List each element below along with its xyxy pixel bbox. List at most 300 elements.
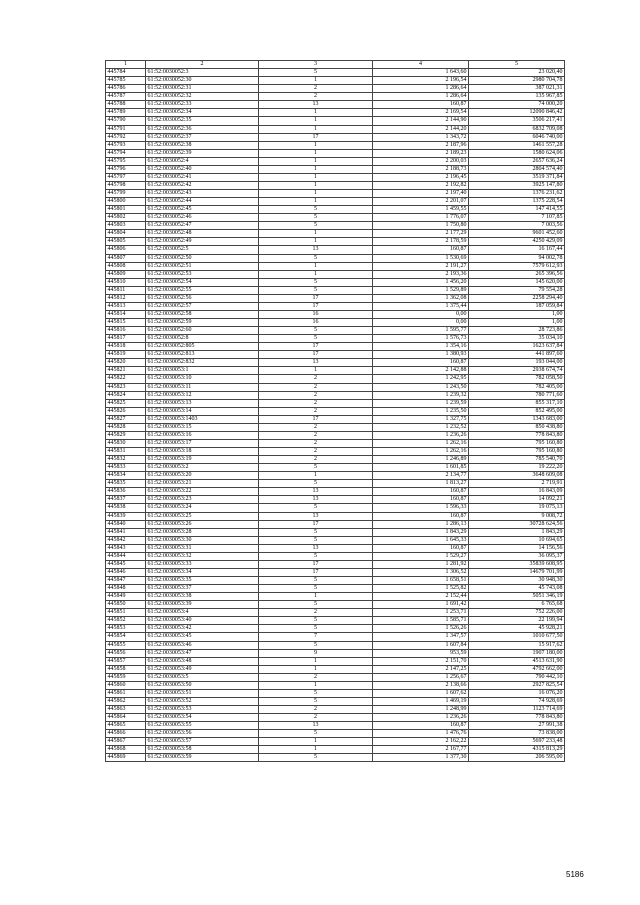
value-cell: 6 765,68	[469, 601, 565, 609]
data-table	[105, 60, 565, 762]
row-number-cell: 445786	[106, 85, 146, 93]
table-row	[106, 464, 565, 472]
table-row	[106, 117, 565, 125]
table-row	[106, 286, 565, 294]
cadastral-number-cell: 61:52:0030052:47	[146, 222, 259, 230]
row-number-cell: 445854	[106, 633, 146, 641]
cadastral-number-cell: 61:52:0030053:58	[146, 746, 259, 754]
row-number-cell: 445819	[106, 351, 146, 359]
category-cell: 5	[259, 214, 373, 222]
table-row	[106, 302, 565, 310]
column-header-3: 3	[259, 61, 373, 69]
category-cell: 17	[259, 133, 373, 141]
rate-cell: 1 306,52	[373, 568, 469, 576]
rate-cell: 1 239,32	[373, 391, 469, 399]
cadastral-number-cell: 61:52:0030053:21	[146, 480, 259, 488]
value-cell: 7 107,85	[469, 214, 565, 222]
cadastral-number-cell: 61:52:0030052:3	[146, 69, 259, 77]
row-number-cell: 445843	[106, 544, 146, 552]
value-cell: 4792 662,00	[469, 665, 565, 673]
rate-cell: 2 144,20	[373, 125, 469, 133]
value-cell: 1580 624,06	[469, 149, 565, 157]
row-number-cell: 445817	[106, 335, 146, 343]
rate-cell: 1 529,27	[373, 552, 469, 560]
row-number-cell: 445842	[106, 536, 146, 544]
table-row	[106, 294, 565, 302]
category-cell: 1	[259, 165, 373, 173]
table-row	[106, 238, 565, 246]
category-cell: 1	[259, 181, 373, 189]
rate-cell: 2 188,73	[373, 165, 469, 173]
column-header-2: 2	[146, 61, 259, 69]
table-row	[106, 157, 565, 165]
rate-cell: 1 645,33	[373, 536, 469, 544]
value-cell: 3648 609,08	[469, 472, 565, 480]
category-cell: 2	[259, 93, 373, 101]
rate-cell: 1 530,69	[373, 254, 469, 262]
table-body	[106, 69, 565, 762]
table-row	[106, 649, 565, 657]
rate-cell: 2 196,54	[373, 77, 469, 85]
value-cell: 1623 637,84	[469, 343, 565, 351]
value-cell: 778 843,80	[469, 714, 565, 722]
rate-cell: 2 144,90	[373, 117, 469, 125]
cadastral-number-cell: 61:52:0030052:32	[146, 93, 259, 101]
category-cell: 1	[259, 472, 373, 480]
cadastral-number-cell: 61:52:0030053:25	[146, 512, 259, 520]
category-cell: 5	[259, 206, 373, 214]
table-row	[106, 149, 565, 157]
table-row	[106, 585, 565, 593]
category-cell: 2	[259, 391, 373, 399]
rate-cell: 1 596,33	[373, 504, 469, 512]
cadastral-number-cell: 61:52:0030053:10	[146, 375, 259, 383]
category-cell: 5	[259, 335, 373, 343]
value-cell: 206 595,00	[469, 754, 565, 762]
rate-cell: 1 235,50	[373, 407, 469, 415]
category-cell: 13	[259, 496, 373, 504]
value-cell: 14679 701,99	[469, 568, 565, 576]
table-row	[106, 173, 565, 181]
table-row	[106, 488, 565, 496]
category-cell: 1	[259, 190, 373, 198]
cadastral-number-cell: 61:52:0030053:24	[146, 504, 259, 512]
value-cell: 1,00	[469, 319, 565, 327]
rate-cell: 1 776,07	[373, 214, 469, 222]
row-number-cell: 445858	[106, 665, 146, 673]
value-cell: 795 160,80	[469, 439, 565, 447]
value-cell: 73 838,00	[469, 730, 565, 738]
table-row	[106, 722, 565, 730]
row-number-cell: 445834	[106, 472, 146, 480]
rate-cell: 1 377,30	[373, 754, 469, 762]
value-cell: 35839 608,95	[469, 560, 565, 568]
category-cell: 5	[259, 754, 373, 762]
table-row	[106, 141, 565, 149]
rate-cell: 1 843,29	[373, 528, 469, 536]
rate-cell: 2 201,07	[373, 198, 469, 206]
rate-cell: 2 162,22	[373, 738, 469, 746]
rate-cell: 1 595,77	[373, 327, 469, 335]
value-cell: 7579 612,93	[469, 262, 565, 270]
cadastral-number-cell: 61:52:0030052:51	[146, 262, 259, 270]
value-cell: 187 059,84	[469, 302, 565, 310]
table-row	[106, 544, 565, 552]
category-cell: 5	[259, 254, 373, 262]
row-number-cell: 445814	[106, 310, 146, 318]
table-row	[106, 472, 565, 480]
rate-cell: 1 469,19	[373, 697, 469, 705]
value-cell: 1343 683,00	[469, 415, 565, 423]
table-row	[106, 448, 565, 456]
table-row	[106, 681, 565, 689]
value-cell: 193 044,00	[469, 359, 565, 367]
table-row	[106, 133, 565, 141]
category-cell: 1	[259, 593, 373, 601]
table-row	[106, 367, 565, 375]
cadastral-number-cell: 61:52:0030053:15	[146, 423, 259, 431]
table-row	[106, 359, 565, 367]
category-cell: 5	[259, 536, 373, 544]
category-cell: 13	[259, 488, 373, 496]
category-cell: 16	[259, 310, 373, 318]
cadastral-number-cell: 61:52:0030053:2	[146, 464, 259, 472]
cadastral-number-cell: 61:52:0030052:39	[146, 149, 259, 157]
row-number-cell: 445826	[106, 407, 146, 415]
category-cell: 5	[259, 617, 373, 625]
rate-cell: 1 362,08	[373, 294, 469, 302]
category-cell: 1	[259, 238, 373, 246]
rate-cell: 160,87	[373, 246, 469, 254]
category-cell: 5	[259, 222, 373, 230]
cadastral-number-cell: 61:52:0030053:20	[146, 472, 259, 480]
column-header-4: 4	[373, 61, 469, 69]
row-number-cell: 445822	[106, 375, 146, 383]
value-cell: 145 620,00	[469, 278, 565, 286]
cadastral-number-cell: 61:52:0030053:37	[146, 585, 259, 593]
rate-cell: 1 456,20	[373, 278, 469, 286]
category-cell: 2	[259, 399, 373, 407]
cadastral-number-cell: 61:52:0030053:1403	[146, 415, 259, 423]
rate-cell: 160,87	[373, 488, 469, 496]
category-cell: 17	[259, 415, 373, 423]
rate-cell: 1 236,26	[373, 714, 469, 722]
table-row	[106, 335, 565, 343]
value-cell: 16 076,20	[469, 689, 565, 697]
cadastral-number-cell: 61:52:0030052:35	[146, 117, 259, 125]
value-cell: 7 003,56	[469, 222, 565, 230]
row-number-cell: 445845	[106, 560, 146, 568]
row-number-cell: 445841	[106, 528, 146, 536]
rate-cell: 1 281,92	[373, 560, 469, 568]
row-number-cell: 445788	[106, 101, 146, 109]
value-cell: 387 021,31	[469, 85, 565, 93]
value-cell: 74 928,69	[469, 697, 565, 705]
rate-cell: 2 189,23	[373, 149, 469, 157]
value-cell: 850 438,80	[469, 423, 565, 431]
value-cell: 15 917,62	[469, 641, 565, 649]
cadastral-number-cell: 61:52:0030053:18	[146, 448, 259, 456]
row-number-cell: 445836	[106, 488, 146, 496]
table-row	[106, 665, 565, 673]
row-number-cell: 445785	[106, 77, 146, 85]
cadastral-number-cell: 61:52:0030053:56	[146, 730, 259, 738]
table-row	[106, 77, 565, 85]
rate-cell: 1 601,85	[373, 464, 469, 472]
rate-cell: 2 138,66	[373, 681, 469, 689]
cadastral-number-cell: 61:52:0030052:37	[146, 133, 259, 141]
category-cell: 2	[259, 448, 373, 456]
value-cell: 2980 704,78	[469, 77, 565, 85]
value-cell: 1010 677,50	[469, 633, 565, 641]
value-cell: 852 495,00	[469, 407, 565, 415]
table-row	[106, 423, 565, 431]
cadastral-number-cell: 61:52:0030053:12	[146, 391, 259, 399]
rate-cell: 1 526,26	[373, 625, 469, 633]
value-cell: 1,00	[469, 310, 565, 318]
rate-cell: 2 187,96	[373, 141, 469, 149]
row-number-cell: 445801	[106, 206, 146, 214]
row-number-cell: 445805	[106, 238, 146, 246]
table-row	[106, 431, 565, 439]
cadastral-number-cell: 61:52:0030052:30	[146, 77, 259, 85]
table-row	[106, 625, 565, 633]
row-number-cell: 445866	[106, 730, 146, 738]
cadastral-number-cell: 61:52:0030052:45	[146, 206, 259, 214]
category-cell: 5	[259, 528, 373, 536]
category-cell: 5	[259, 697, 373, 705]
table-row	[106, 343, 565, 351]
category-cell: 13	[259, 722, 373, 730]
value-cell: 265 396,56	[469, 270, 565, 278]
rate-cell: 1 347,57	[373, 633, 469, 641]
table-row	[106, 310, 565, 318]
value-cell: 1461 557,28	[469, 141, 565, 149]
category-cell: 13	[259, 512, 373, 520]
value-cell: 3519 371,84	[469, 173, 565, 181]
category-cell: 17	[259, 560, 373, 568]
category-cell: 1	[259, 270, 373, 278]
cadastral-number-cell: 61:52:0030053:17	[146, 439, 259, 447]
category-cell: 1	[259, 262, 373, 270]
table-row	[106, 165, 565, 173]
value-cell: 14 156,56	[469, 544, 565, 552]
cadastral-number-cell: 61:52:0030052:805	[146, 343, 259, 351]
category-cell: 2	[259, 85, 373, 93]
value-cell: 2927 825,54	[469, 681, 565, 689]
value-cell: 22 199,94	[469, 617, 565, 625]
cadastral-number-cell: 61:52:0030053:13	[146, 399, 259, 407]
rate-cell: 1 476,76	[373, 730, 469, 738]
table-row	[106, 222, 565, 230]
row-number-cell: 445820	[106, 359, 146, 367]
cadastral-number-cell: 61:52:0030052:58	[146, 310, 259, 318]
row-number-cell: 445861	[106, 689, 146, 697]
category-cell: 2	[259, 375, 373, 383]
table-row	[106, 689, 565, 697]
row-number-cell: 445797	[106, 173, 146, 181]
cadastral-number-cell: 61:52:0030053:33	[146, 560, 259, 568]
table-row	[106, 262, 565, 270]
row-number-cell: 445821	[106, 367, 146, 375]
category-cell: 7	[259, 633, 373, 641]
value-cell: 2 719,91	[469, 480, 565, 488]
value-cell: 1376 231,62	[469, 190, 565, 198]
rate-cell: 1 380,93	[373, 351, 469, 359]
table-row	[106, 738, 565, 746]
row-number-cell: 445793	[106, 141, 146, 149]
row-number-cell: 445791	[106, 125, 146, 133]
row-number-cell: 445837	[106, 496, 146, 504]
table-row	[106, 439, 565, 447]
table-row	[106, 673, 565, 681]
cadastral-number-cell: 61:52:0030052:50	[146, 254, 259, 262]
category-cell: 5	[259, 286, 373, 294]
row-number-cell: 445816	[106, 327, 146, 335]
table-row	[106, 593, 565, 601]
category-cell: 13	[259, 359, 373, 367]
category-cell: 1	[259, 738, 373, 746]
rate-cell: 1 256,67	[373, 673, 469, 681]
row-number-cell: 445864	[106, 714, 146, 722]
rate-cell: 2 147,25	[373, 665, 469, 673]
category-cell: 5	[259, 689, 373, 697]
cadastral-number-cell: 61:52:0030052:43	[146, 190, 259, 198]
rate-cell: 2 200,03	[373, 157, 469, 165]
cadastral-number-cell: 61:52:0030053:5	[146, 673, 259, 681]
cadastral-number-cell: 61:52:0030053:26	[146, 520, 259, 528]
row-number-cell: 445867	[106, 738, 146, 746]
rate-cell: 2 152,44	[373, 593, 469, 601]
value-cell: 9 008,72	[469, 512, 565, 520]
category-cell: 5	[259, 504, 373, 512]
table-row	[106, 480, 565, 488]
value-cell: 16 167,44	[469, 246, 565, 254]
row-number-cell: 445856	[106, 649, 146, 657]
rate-cell: 1 286,13	[373, 520, 469, 528]
row-number-cell: 445803	[106, 222, 146, 230]
cadastral-number-cell: 61:52:0030052:54	[146, 278, 259, 286]
table-row	[106, 351, 565, 359]
cadastral-number-cell: 61:52:0030052:34	[146, 109, 259, 117]
rate-cell: 160,87	[373, 722, 469, 730]
category-cell: 5	[259, 69, 373, 77]
cadastral-number-cell: 61:52:0030052:44	[146, 198, 259, 206]
value-cell: 135 967,85	[469, 93, 565, 101]
row-number-cell: 445823	[106, 383, 146, 391]
table-row	[106, 375, 565, 383]
category-cell: 2	[259, 609, 373, 617]
table-row	[106, 69, 565, 77]
category-cell: 5	[259, 327, 373, 335]
rate-cell: 1 658,51	[373, 577, 469, 585]
row-number-cell: 445799	[106, 190, 146, 198]
category-cell: 5	[259, 641, 373, 649]
cadastral-number-cell: 61:52:0030053:19	[146, 456, 259, 464]
value-cell: 855 317,10	[469, 399, 565, 407]
rate-cell: 2 167,77	[373, 746, 469, 754]
value-cell: 6046 740,00	[469, 133, 565, 141]
value-cell: 19 075,13	[469, 504, 565, 512]
rate-cell: 2 196,45	[373, 173, 469, 181]
cadastral-number-cell: 61:52:0030053:49	[146, 665, 259, 673]
rate-cell: 0,00	[373, 319, 469, 327]
cadastral-number-cell: 61:52:0030053:53	[146, 706, 259, 714]
rate-cell: 1 327,75	[373, 415, 469, 423]
cadastral-number-cell: 61:52:0030052:5	[146, 246, 259, 254]
table-row	[106, 730, 565, 738]
column-header-1: 1	[106, 61, 146, 69]
row-number-cell: 445860	[106, 681, 146, 689]
table-row	[106, 181, 565, 189]
cadastral-number-cell: 61:52:0030053:16	[146, 431, 259, 439]
rate-cell: 1 286,64	[373, 93, 469, 101]
table-row	[106, 609, 565, 617]
rate-cell: 1 607,62	[373, 689, 469, 697]
rate-cell: 1 246,89	[373, 456, 469, 464]
cadastral-number-cell: 61:52:0030052:48	[146, 230, 259, 238]
cadastral-number-cell: 61:52:0030053:31	[146, 544, 259, 552]
table-row	[106, 746, 565, 754]
table-row	[106, 415, 565, 423]
cadastral-number-cell: 61:52:0030053:35	[146, 577, 259, 585]
category-cell: 1	[259, 149, 373, 157]
table-row	[106, 230, 565, 238]
row-number-cell: 445802	[106, 214, 146, 222]
column-header-5: 5	[469, 61, 565, 69]
table-row	[106, 754, 565, 762]
table-row	[106, 214, 565, 222]
value-cell: 3925 147,80	[469, 181, 565, 189]
cadastral-number-cell: 61:52:0030053:54	[146, 714, 259, 722]
row-number-cell: 445838	[106, 504, 146, 512]
cadastral-number-cell: 61:52:0030053:50	[146, 681, 259, 689]
rate-cell: 1 750,80	[373, 222, 469, 230]
table-row	[106, 246, 565, 254]
category-cell: 1	[259, 77, 373, 85]
rate-cell: 2 142,88	[373, 367, 469, 375]
table-row	[106, 657, 565, 665]
category-cell: 1	[259, 657, 373, 665]
category-cell: 1	[259, 157, 373, 165]
category-cell: 1	[259, 117, 373, 125]
value-cell: 2938 674,74	[469, 367, 565, 375]
table-row	[106, 697, 565, 705]
row-number-cell: 445804	[106, 230, 146, 238]
cadastral-number-cell: 61:52:0030052:46	[146, 214, 259, 222]
row-number-cell: 445808	[106, 262, 146, 270]
table-row	[106, 512, 565, 520]
category-cell: 5	[259, 278, 373, 286]
value-cell: 94 002,78	[469, 254, 565, 262]
rate-cell: 1 242,95	[373, 375, 469, 383]
row-number-cell: 445869	[106, 754, 146, 762]
value-cell: 35 034,10	[469, 335, 565, 343]
row-number-cell: 445794	[106, 149, 146, 157]
category-cell: 5	[259, 464, 373, 472]
category-cell: 16	[259, 319, 373, 327]
table-row	[106, 85, 565, 93]
value-cell: 30 948,30	[469, 577, 565, 585]
row-number-cell: 445859	[106, 673, 146, 681]
category-cell: 5	[259, 625, 373, 633]
value-cell: 27 991,38	[469, 722, 565, 730]
category-cell: 1	[259, 125, 373, 133]
rate-cell: 1 236,26	[373, 431, 469, 439]
rate-cell: 2 134,77	[373, 472, 469, 480]
rate-cell: 1 691,42	[373, 601, 469, 609]
rate-cell: 953,59	[373, 649, 469, 657]
